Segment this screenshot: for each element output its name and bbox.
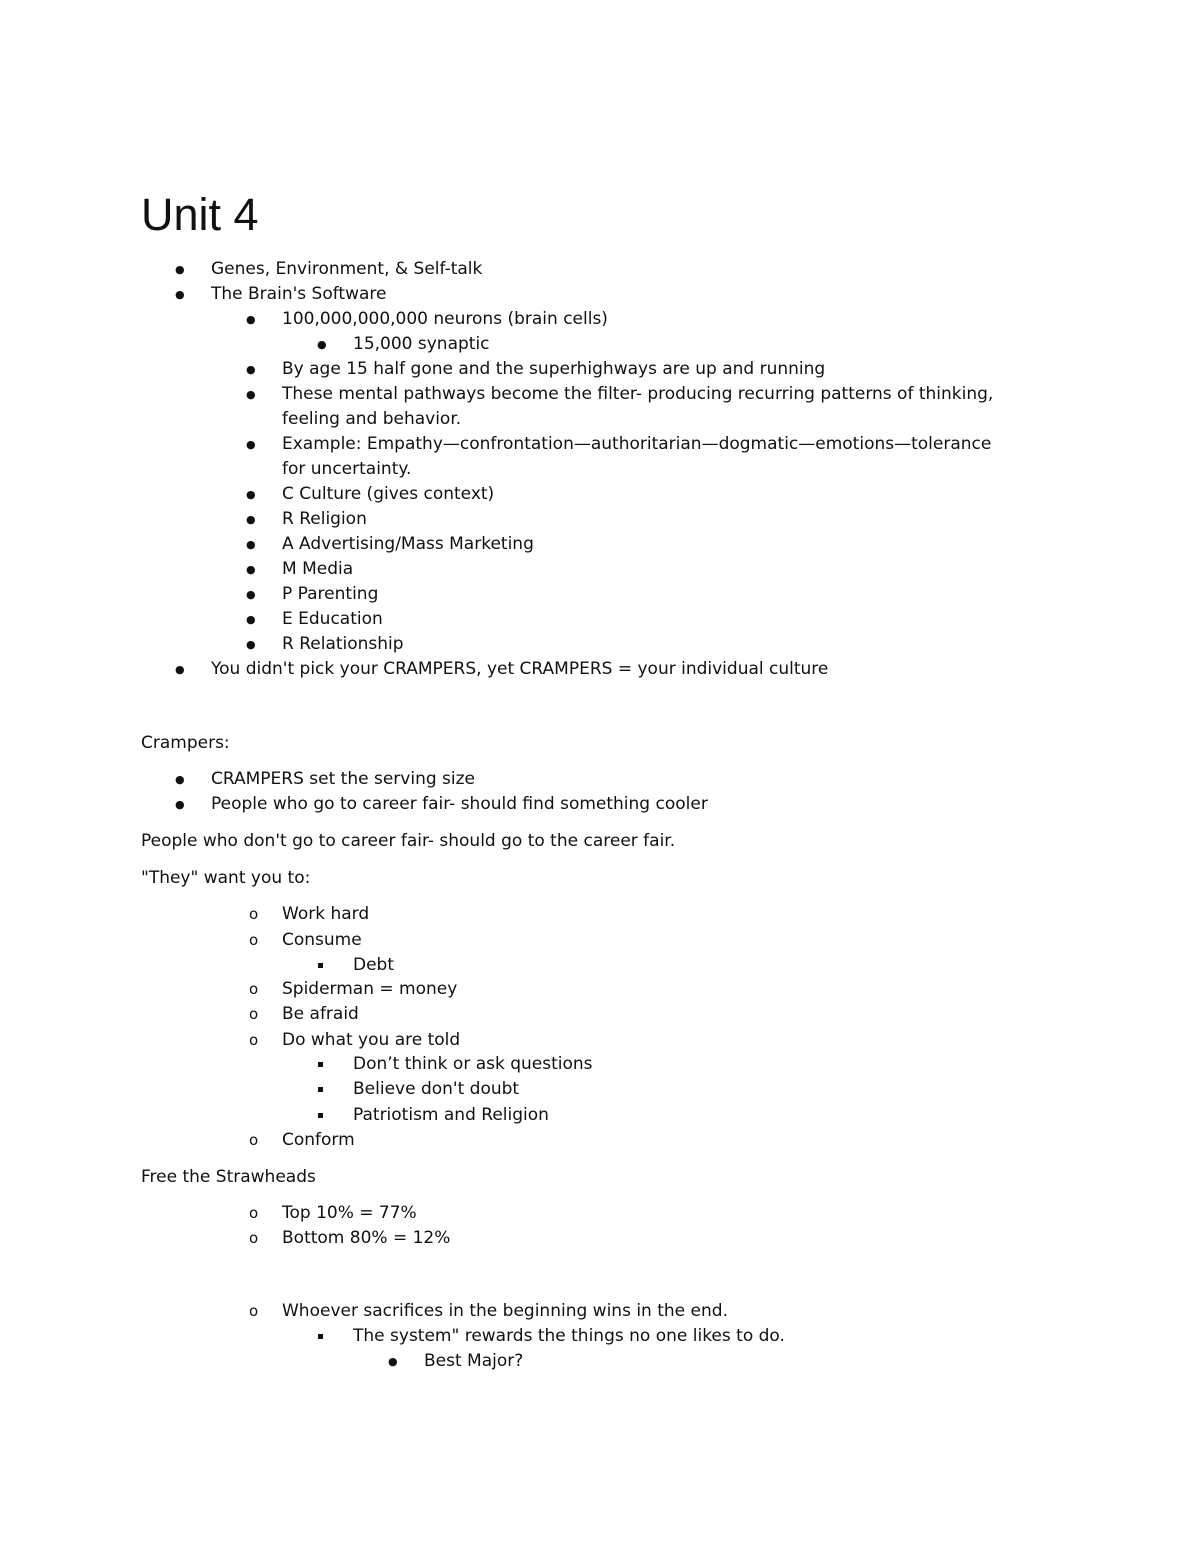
- bullet-icon: ●: [246, 588, 256, 601]
- they-heading: "They" want you to:: [141, 868, 311, 888]
- page-title: Unit 4: [141, 189, 259, 240]
- bullet-icon: ●: [246, 363, 256, 376]
- list-item: Work hard: [282, 904, 370, 924]
- list-item: Be afraid: [282, 1004, 359, 1024]
- list-item: Genes, Environment, & Self-talk: [211, 259, 483, 279]
- circle-bullet-icon: o: [249, 1302, 259, 1320]
- list-item: M Media: [282, 559, 354, 579]
- list-item: Don’t think or ask questions: [353, 1054, 593, 1074]
- career-fair-paragraph: People who don't go to career fair- should go to the career fair.: [141, 831, 676, 851]
- bullet-icon: ●: [246, 538, 256, 551]
- list-item: You didn't pick your CRAMPERS, yet CRAMPERS = your individual culture: [211, 659, 829, 679]
- bullet-icon: ●: [175, 663, 185, 676]
- bullet-icon: ●: [246, 388, 256, 401]
- list-item: Do what you are told: [282, 1030, 461, 1050]
- list-item: Spiderman = money: [282, 979, 458, 999]
- bullet-icon: ●: [388, 1355, 398, 1368]
- circle-bullet-icon: o: [249, 980, 259, 998]
- list-item: Bottom 80% = 12%: [282, 1228, 451, 1248]
- list-item: R Relationship: [282, 634, 404, 654]
- bullet-icon: ●: [246, 438, 256, 451]
- list-item: A Advertising/Mass Marketing: [282, 534, 534, 554]
- bullet-icon: ●: [246, 613, 256, 626]
- bullet-icon: ●: [246, 638, 256, 651]
- list-item: P Parenting: [282, 584, 379, 604]
- list-item: The Brain's Software: [211, 284, 387, 304]
- bullet-icon: ●: [246, 313, 256, 326]
- list-item: Believe don't doubt: [353, 1079, 520, 1099]
- circle-bullet-icon: o: [249, 931, 259, 949]
- bullet-icon: ●: [246, 488, 256, 501]
- list-item: By age 15 half gone and the superhighways are up and running: [282, 359, 826, 379]
- strawheads-heading: Free the Strawheads: [141, 1167, 316, 1187]
- list-item: Example: Empathy—confrontation—authoritarian—dogmatic—emotions—tolerance for uncertainty.: [282, 434, 992, 479]
- list-item: The system" rewards the things no one likes to do.: [353, 1326, 785, 1346]
- circle-bullet-icon: o: [249, 1005, 259, 1023]
- list-item: 100,000,000,000 neurons (brain cells): [282, 309, 608, 329]
- bullet-icon: ●: [175, 288, 185, 301]
- bullet-icon: ●: [246, 563, 256, 576]
- bullet-icon: ●: [175, 773, 185, 786]
- list-item: Whoever sacrifices in the beginning wins in the end.: [282, 1301, 728, 1321]
- list-item: These mental pathways become the filter- producing recurring patterns of thinking, feeling and behavior.: [282, 384, 994, 429]
- circle-bullet-icon: o: [249, 1031, 259, 1049]
- list-item: Best Major?: [424, 1351, 524, 1371]
- circle-bullet-icon: o: [249, 905, 259, 923]
- list-item: Top 10% = 77%: [282, 1203, 417, 1223]
- circle-bullet-icon: o: [249, 1229, 259, 1247]
- square-bullet-icon: [318, 1062, 323, 1067]
- list-item: 15,000 synaptic: [353, 334, 490, 354]
- circle-bullet-icon: o: [249, 1204, 259, 1222]
- list-item: Conform: [282, 1130, 355, 1150]
- list-item: Debt: [353, 955, 395, 975]
- list-item: R Religion: [282, 509, 367, 529]
- square-bullet-icon: [318, 1087, 323, 1092]
- crampers-heading: Crampers:: [141, 733, 230, 753]
- square-bullet-icon: [318, 963, 323, 968]
- bullet-icon: ●: [317, 338, 327, 351]
- list-item: People who go to career fair- should find something cooler: [211, 794, 708, 814]
- list-item: C Culture (gives context): [282, 484, 495, 504]
- bullet-icon: ●: [175, 263, 185, 276]
- circle-bullet-icon: o: [249, 1131, 259, 1149]
- list-item: CRAMPERS set the serving size: [211, 769, 475, 789]
- square-bullet-icon: [318, 1334, 323, 1339]
- list-item: Consume: [282, 930, 362, 950]
- bullet-icon: ●: [246, 513, 256, 526]
- bullet-icon: ●: [175, 798, 185, 811]
- square-bullet-icon: [318, 1113, 323, 1118]
- list-item: Patriotism and Religion: [353, 1105, 549, 1125]
- list-item: E Education: [282, 609, 383, 629]
